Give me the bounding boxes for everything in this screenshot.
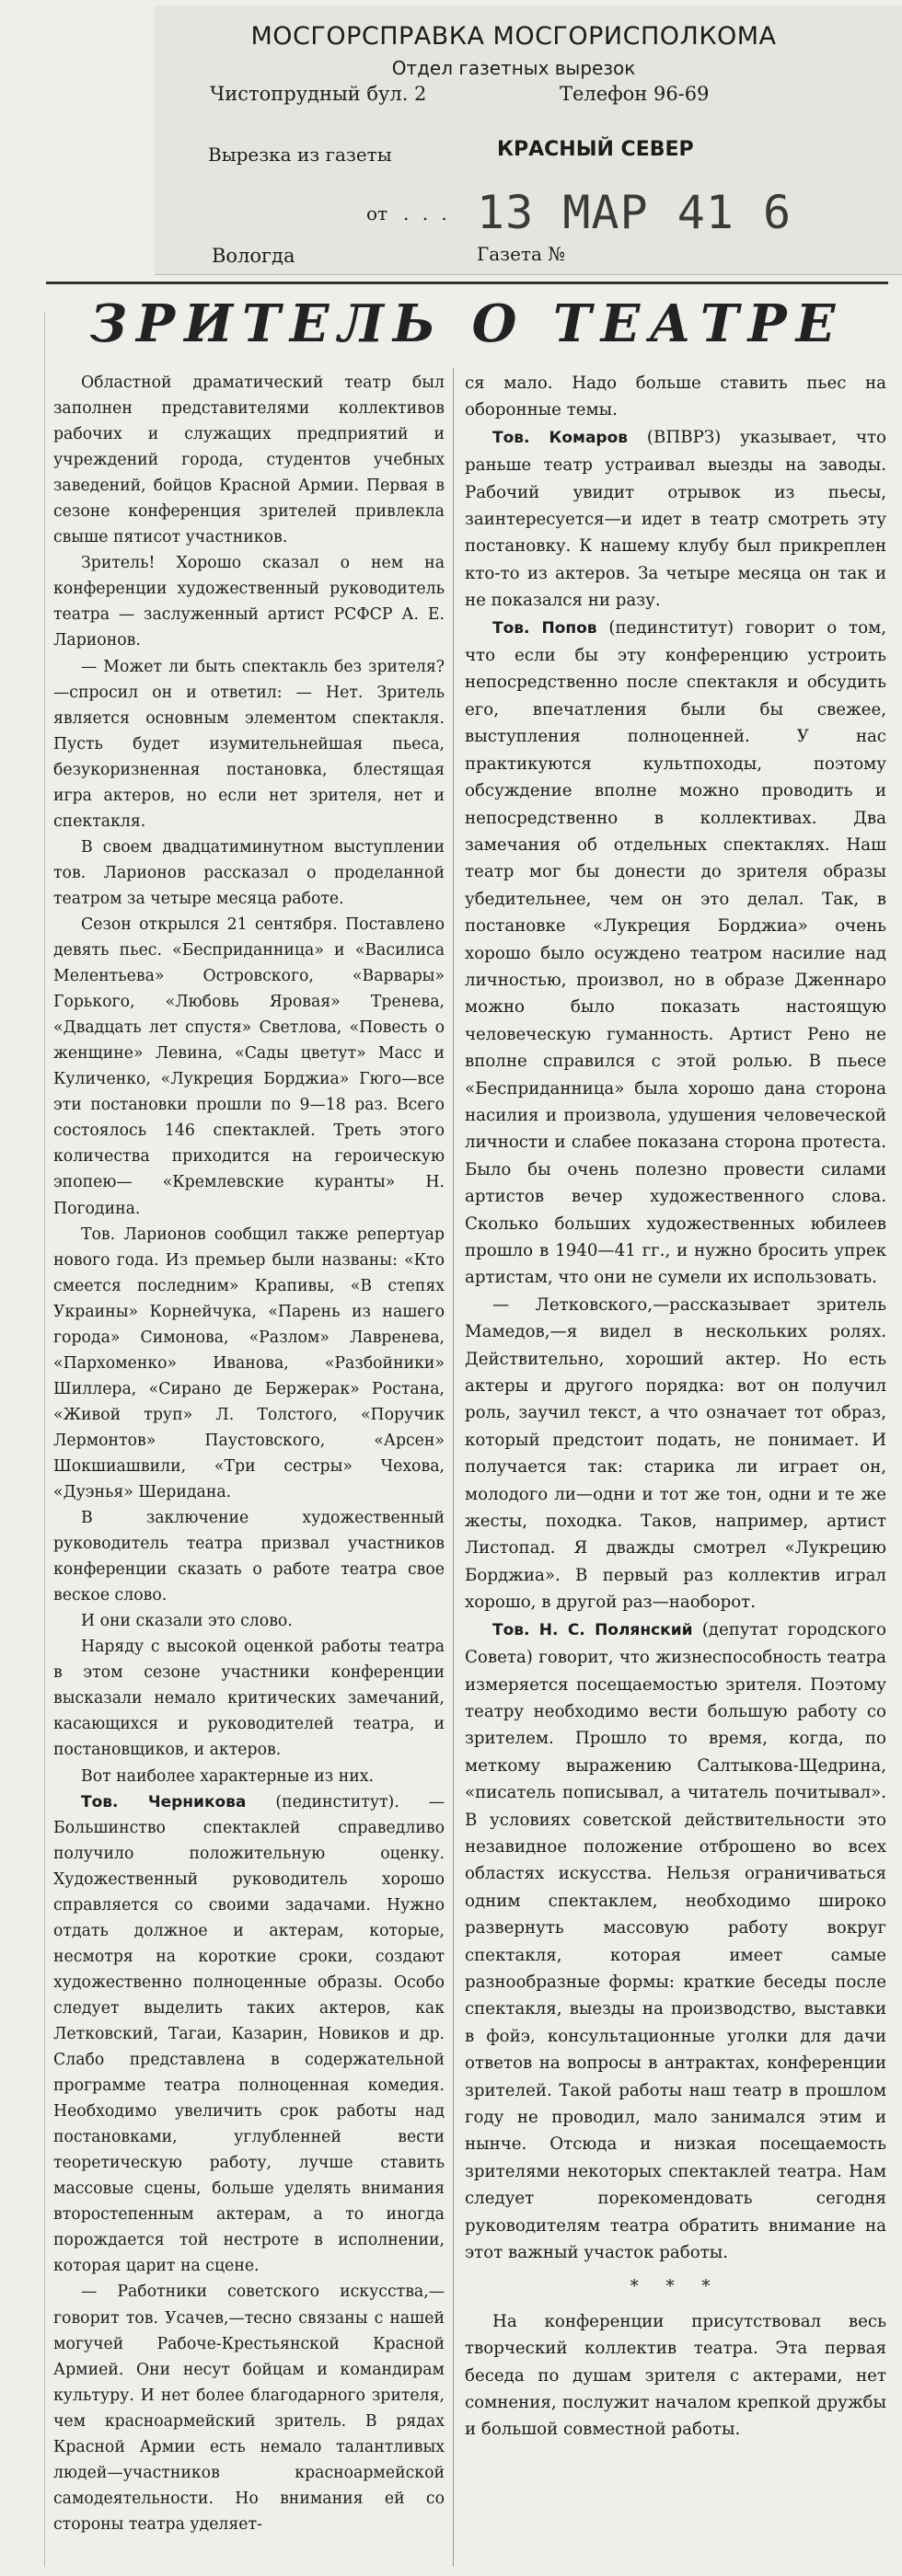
stamp-date: 13 МАР 41 6 [477,186,792,239]
article-paragraph [53,2279,445,2536]
stamp-phone: Телефон 96-69 [560,83,710,105]
stamp-dots: . . . [403,202,451,224]
headline-box [46,282,888,367]
article-paragraph [53,370,445,550]
stamp-cut-label: Вырезка из газеты [208,144,392,166]
paragraph-text: Зритель! Хорошо сказал о нем на конференции художественный руководитель театра — заслуженный артист РСФСР А. Е. Ларионов. [53,554,445,650]
column-divider [453,368,454,2567]
clipping-service-stamp [155,6,902,275]
stamp-from-label: от [366,202,388,224]
article-paragraph [465,615,886,1292]
article-paragraph [53,654,445,834]
stamp-number-label: Газета № [477,243,566,265]
article-paragraph [465,370,886,424]
paragraph-text: Тов. Ларионов сообщил также репертуар нового года. Из премьер были названы: «Кто смеется последним» Крапивы, «В степях Украины» Корнейчука, «Парень из нашего города» Симонова, «Разлом» Лавренева, «Пархоменко» Иванова, «Разбойники» Шиллера, «Сирано де Бержерак» Ростана, «Живой труп» Л. Толстого, «Поручик Лермонтов» Паустовского, «Арсен» Шокшиашвили, «Три сестры» Чехова, «Дуэнья» Шеридана. [53,1225,445,1502]
speaker-name: Тов. Черникова [81,1792,247,1811]
speaker-name: Тов. Комаров [492,428,629,447]
paragraph-text: И они сказали это слово. [81,1612,293,1631]
paragraph-text: (ВПВРЗ) указывает, что раньше театр устраивал выезды на заводы. Рабочий увидит отрывок из пьесы, заинтересуется—и идет в театр смотреть эту постановку. К нашему клубу был прикреплен кто-то из актеров. За четыре месяца он так и не показался ни разу. [465,427,886,611]
paragraph-text: — Может ли быть спектакль без зрителя?—спросил он и ответил: — Нет. Зритель является основным элементом спектакля. Пусть будет изумительнейшая пьеса, безукоризненная постановка, блестящая игра актеров, но если нет зрителя, нет и спектакля. [53,657,445,831]
article-paragraph [53,1505,445,1608]
article-paragraph [53,1764,445,1789]
article-paragraph [53,1634,445,1763]
article-paragraph [53,834,445,912]
article-column-right [465,370,886,2444]
paragraph-text: В своем двадцатиминутном выступлении тов. Ларионов рассказал о проделанной театром за четыре месяца работе. [53,837,445,908]
stamp-organization: МОСГОРСПРАВКА МОСГОРИСПОЛКОМА [250,22,777,51]
paragraph-text: Областной драматический театр был заполнен представителями коллективов рабочих и служащих предприятий и учреждений города, студентов учебных заведений, бойцов Красной Армии. Первая в сезоне конференция зрителей привлекла свыше пятисот участников. [53,374,445,547]
paragraph-text: — Летковского,—рассказывает зритель Мамедов,—я видел в нескольких ролях. Действительно, хороший актер. Но есть актеры и другого порядка: вот он получил роль, заучил текст, а что означает тот образ, который предстоит подать, не понимает. И получается так: старика ли играет он, молодого ли—одни и тот же тон, одни и те же жесты, походка. Таков, например, артист Листопад. Я дважды смотрел «Лукрецию Борджиа». В первый раз коллектив играл хорошо, в другой раз—наоборот. [465,1294,886,1613]
stamp-newspaper-name: КРАСНЫЙ СЕВЕР [497,138,694,161]
paragraph-text: Сезон открылся 21 сентября. Поставлено девять пьес. «Бесприданница» и «Василиса Мелентьева» Островского, «Варвары» Горького, «Любовь Яровая» Тренева, «Двадцать лет спустя» Светлова, «Повесть о женщине» Левина, «Сады цветут» Масс и Куличенко, «Лукреция Борджиа» Гюго—все эти постановки прошли по 9—18 раз. Всего состоялось 146 спектаклей. Треть этого количества приходится на героическую эпопею— «Кремлевские куранты» Н. Погодина. [53,914,445,1218]
section-separator: * * * [630,2277,722,2297]
paragraph-text: (пединститут). —Большинство спектаклей справедливо получило положительную оценку. Художественный руководитель хорошо справляется со своими задачами. Нужно отдать должное и актерам, которые, несмотря на короткие сроки, создают художественно полноценные образы. Особо следует выделить таких актеров, как Летковский, Тагаи, Казарин, Новиков и др. Слабо представлена в содержательной программе театра полноценная комедия. Необходимо увеличить срок работы над постановками, углубленней вести теоретическую работу, лучше ставить массовые сцены, больше уделять внимания второстепенным актерам, а то иногда порождается той нестроте в исполнении, которая царит на сцене. [53,1792,445,2276]
paragraph-text: Вот наиболее характерные из них. [81,1766,374,1786]
left-edge-line [44,313,45,2567]
paragraph-text: На конференции присутствовал весь творческий коллектив театра. Эта первая беседа по душам зрителя с актерами, нет сомнения, послужит началом крепкой дружбы и большой совместной работы. [465,2311,886,2440]
article-paragraph [53,550,445,653]
speaker-name: Тов. Н. С. Полянский [492,1620,693,1639]
paragraph-text: — Работники советского искусства,— говорит тов. Усачев,—тесно связаны с нашей могучей Рабоче-Крестьянской Красной Армией. Они несут бойцам и командирам культуру. И нет более благодарного зрителя, чем красноармейский зритель. В рядах Красной Армии есть немало талантливых людей—участников красноармейской самодеятельности. Но внимания ей со стороны театра уделяет- [53,2283,445,2534]
article-paragraph [53,912,445,1222]
article-paragraph [465,1616,886,2267]
stamp-city: Вологда [212,245,295,267]
article-paragraph [465,2308,886,2444]
paragraph-text: В заключение художественный руководитель театра призвал участников конференции сказать о работе театра свое веское слово. [53,1509,445,1605]
stamp-address: Чистопрудный бул. 2 [210,83,427,105]
article-paragraph [53,1789,445,2280]
paragraph-text: ся мало. Надо больше ставить пьес на оборонные темы. [465,374,886,420]
paragraph-text: Наряду с высокой оценкой работы театра в этом сезоне участники конференции высказали немало критических замечаний, касающихся и руководителей театра, и постановщиков, и актеров. [53,1638,445,1760]
paragraph-text: (депутат городского Совета) говорит, что жизнеспособность театра измеряется посещаемостью зрителя. Поэтому театру необходимо вести большую работу со зрителем. Прошло то время, когда, по меткому выражению Салтыкова-Щедрина, «писатель пописывал, а читатель почитывал». В условиях советской действительности это незавидное положение отброшено во всех областях искусства. Нельзя ограничиваться одним спектаклем, необходимо широко развернуть массовую работу вокруг спектакля, которая имеет самые разнообразные формы: краткие беседы после спектакля, выезды на производство, выставки в фойэ, консультационные уголки для дачи ответов на вопросы в антрактах, конференции зрителей. Такой работы наш театр в прошлом году не проводил, мало занимался этим и нынче. Отсюда и низкая посещаемость зрителями некоторых спектаклей театра. Нам следует порекомендовать сегодня руководителям театра обратить внимание на этот важный участок работы. [465,1619,886,2263]
stamp-department: Отдел газетных вырезок [391,57,636,79]
article-paragraph [53,1222,445,1506]
article-paragraph [465,1292,886,1616]
article-headline: ЗРИТЕЛЬ О ТЕАТРЕ [89,293,845,354]
article-paragraph [465,424,886,615]
article-paragraph [53,1608,445,1634]
paragraph-text: (пединститут) говорит о том, что если бы эту конференцию устроить непосредственно после спектакля и обсудить его, впечатления были бы свежее, выступления полноценней. У нас практикуются культпоходы, поэтому обсуждение вполне можно проводить и непосредственно в коллективах. Два замечания об отдельных спектаклях. Наш театр мог бы донести до зрителя образы убедительнее, чем он это делал. Так, в постановке «Лукреция Борджиа» очень хорошо было осуждено театром насилие над личностью, произвол, но в образе Дженнаро можно было показать настоящую человеческую гуманность. Артист Рено не вполне справился с этой ролью. В пьесе «Бесприданница» была хорошо дана сторона насилия и произвола, удушения человеческой личности и слабее показана сторона протеста. Было бы очень полезно провести силами артистов вечер художественного слова. Сколько больших художественных юбилеев прошло в 1940—41 гг., и нужно бросить упрек артистам, что они не сумели их использовать. [465,617,886,1288]
speaker-name: Тов. Попов [492,618,597,638]
article-column-left [53,370,445,2537]
